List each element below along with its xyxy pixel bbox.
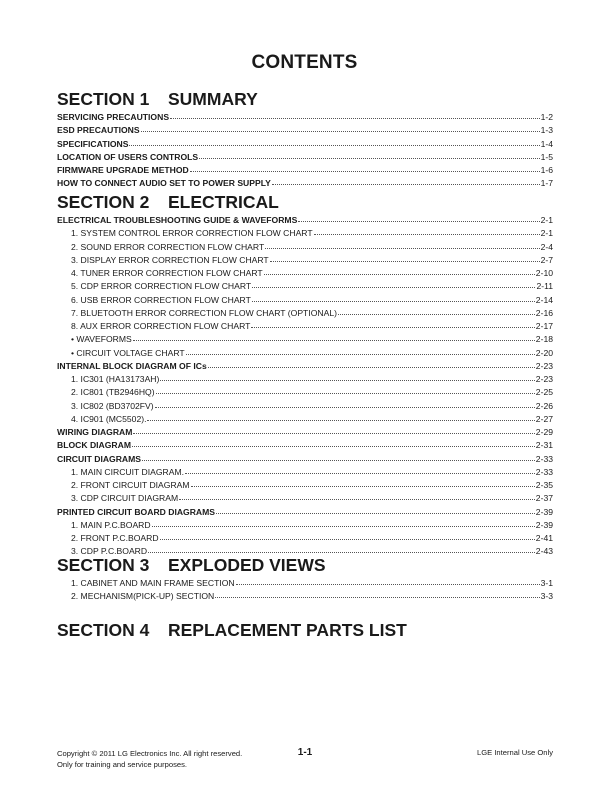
- toc-entry-label: SERVICING PRECAUTIONS: [57, 112, 170, 122]
- toc-entry: [57, 254, 553, 267]
- internal-use-label: LGE Internal Use Only: [477, 748, 553, 757]
- toc-entry-label: 2. IC801 (TB2946HQ): [71, 387, 155, 398]
- toc-entry-page: 2-7: [540, 254, 553, 265]
- section-name: ELECTRICAL: [168, 192, 279, 212]
- toc-entry-page: 2-41: [535, 533, 553, 543]
- toc-entry-label: • WAVEFORMS: [71, 334, 132, 345]
- dot-leader: [142, 452, 535, 461]
- dot-leader: [185, 465, 535, 474]
- toc-entry: [57, 400, 553, 413]
- section-heading: [57, 554, 553, 576]
- toc-entry: [57, 280, 553, 293]
- toc-entry-page: 2-43: [535, 546, 553, 557]
- section-name: REPLACEMENT PARTS LIST: [168, 620, 407, 640]
- toc-entry: [57, 426, 553, 439]
- toc-entry: [57, 214, 553, 227]
- toc-entry-label: 2. MECHANISM(PICK-UP) SECTION: [71, 591, 215, 602]
- toc-entry-label: 8. AUX ERROR CORRECTION FLOW CHART: [71, 321, 251, 331]
- toc-entry-label: • CIRCUIT VOLTAGE CHART: [71, 347, 185, 358]
- toc-entry-label: 3. IC802 (BD3702FV): [71, 400, 154, 411]
- toc-entry-label: FIRMWARE UPGRADE METHOD: [57, 165, 189, 175]
- toc-entry-page: 2-14: [535, 294, 553, 305]
- dot-leader: [270, 253, 540, 262]
- toc-entry-label: 4. TUNER ERROR CORRECTION FLOW CHART: [71, 268, 263, 278]
- toc-entry-page: 2-33: [535, 466, 553, 477]
- section-number: SECTION 2: [57, 192, 150, 212]
- toc-entry: [57, 241, 553, 254]
- toc-entry: [57, 151, 553, 164]
- section-heading: [57, 88, 553, 110]
- toc-entry-page: 3-3: [540, 591, 553, 602]
- toc-entry: [57, 267, 553, 280]
- toc-entry-page: 2-35: [535, 480, 553, 490]
- toc-entry-page: 2-10: [535, 268, 553, 278]
- toc-entry-label: 6. USB ERROR CORRECTION FLOW CHART: [71, 294, 251, 305]
- toc-entry-page: 1-6: [540, 165, 553, 175]
- toc-entry-page: 3-1: [540, 578, 553, 588]
- section-name: SUMMARY: [168, 89, 258, 109]
- dot-leader: [155, 399, 535, 408]
- toc-entry-label: 1. CABINET AND MAIN FRAME SECTION: [71, 578, 235, 588]
- toc-entry-label: ELECTRICAL TROUBLESHOOTING GUIDE & WAVEFORMS: [57, 215, 298, 225]
- toc-entry-label: 1. MAIN P.C.BOARD: [71, 519, 151, 530]
- page-title: CONTENTS: [251, 52, 358, 73]
- toc-entry: [57, 453, 553, 466]
- toc-entry: [57, 466, 553, 479]
- dot-leader: [186, 346, 535, 355]
- toc-entry: [57, 227, 553, 240]
- toc-entry: [57, 360, 553, 373]
- toc-entry: [57, 111, 553, 124]
- toc-entry-label: INTERNAL BLOCK DIAGRAM OF ICs: [57, 360, 207, 371]
- toc-entry-page: 2-11: [536, 281, 553, 292]
- toc-entry-label: 2. SOUND ERROR CORRECTION FLOW CHART: [71, 241, 265, 252]
- toc-entries: [57, 577, 553, 604]
- dot-leader: [190, 163, 540, 172]
- toc-entry: [57, 532, 553, 545]
- toc-entry-page: 2-1: [540, 228, 553, 239]
- toc-entry-page: 2-17: [535, 321, 553, 331]
- dot-leader: [314, 226, 540, 235]
- toc-entry: [57, 124, 553, 137]
- dot-leader: [133, 332, 535, 341]
- section-2: [57, 191, 553, 559]
- toc-entry-page: 2-1: [540, 215, 553, 225]
- dot-leader: [252, 279, 535, 288]
- toc-entry: [57, 590, 553, 603]
- section-number: SECTION 3: [57, 555, 150, 575]
- toc-entry-label: HOW TO CONNECT AUDIO SET TO POWER SUPPLY: [57, 178, 271, 189]
- toc-entry-label: CIRCUIT DIAGRAMS: [57, 453, 142, 464]
- section-4: [57, 619, 553, 641]
- dot-leader: [216, 505, 535, 514]
- toc-entry: [57, 138, 553, 151]
- toc-entry-label: 7. BLUETOOTH ERROR CORRECTION FLOW CHART (OPTIONAL): [71, 307, 337, 318]
- toc-entry: [57, 307, 553, 320]
- dot-leader: [133, 425, 534, 434]
- toc-entry: [57, 439, 553, 452]
- toc-entry-label: 4. IC901 (MC5502).: [71, 413, 147, 424]
- toc-entry-label: 1. SYSTEM CONTROL ERROR CORRECTION FLOW CHART: [71, 228, 313, 239]
- section-heading: [57, 191, 553, 213]
- toc-entry-label: LOCATION OF USERS CONTROLS: [57, 151, 199, 162]
- section-3: [57, 554, 553, 604]
- toc-entry-label: 2. FRONT CIRCUIT DIAGRAM: [71, 480, 190, 490]
- toc-entry: [57, 164, 553, 177]
- dot-leader: [338, 306, 535, 315]
- toc-entry-page: 1-3: [540, 125, 553, 136]
- toc-entry-label: 1. IC301 (HA13173AH): [71, 374, 160, 384]
- section-heading: [57, 619, 553, 641]
- toc-entry-page: 2-16: [535, 307, 553, 318]
- toc-entry: [57, 333, 553, 346]
- toc-entry-label: 2. FRONT P.C.BOARD: [71, 533, 159, 543]
- toc-entry-label: 5. CDP ERROR CORRECTION FLOW CHART: [71, 281, 252, 292]
- dot-leader: [160, 372, 534, 381]
- toc-entry: [57, 347, 553, 360]
- dot-leader: [298, 213, 539, 222]
- toc-entry-page: 2-27: [535, 413, 553, 424]
- toc-entry-page: 2-33: [535, 453, 553, 464]
- dot-leader: [141, 123, 540, 132]
- usage-line: Only for training and service purposes.: [57, 760, 188, 769]
- toc-entry-label: WIRING DIAGRAM: [57, 427, 133, 437]
- toc-entry-page: 2-4: [540, 241, 553, 252]
- toc-entry-label: BLOCK DIAGRAM: [57, 440, 131, 451]
- toc-entry-label: 1. MAIN CIRCUIT DIAGRAM.: [71, 466, 185, 477]
- section-1: [57, 88, 553, 191]
- toc-entry: [57, 492, 553, 505]
- toc-entry-page: 1-2: [540, 112, 553, 122]
- dot-leader: [170, 110, 540, 119]
- page-number: 1-1: [297, 747, 313, 758]
- toc-entry-label: SPECIFICATIONS: [57, 138, 129, 149]
- dot-leader: [191, 478, 535, 487]
- section-number: SECTION 4: [57, 620, 150, 640]
- toc-entries: [57, 214, 553, 559]
- dot-leader: [152, 518, 535, 527]
- dot-leader: [252, 293, 535, 302]
- toc-entry: [57, 506, 553, 519]
- toc-entry: [57, 479, 553, 492]
- toc-entry-page: 2-23: [535, 374, 553, 384]
- toc-entry: [57, 577, 553, 590]
- dot-leader: [179, 491, 535, 500]
- toc-entries: [57, 111, 553, 191]
- toc-entry-page: 2-31: [535, 440, 553, 451]
- toc-entry-label: ESD PRECAUTIONS: [57, 125, 140, 136]
- toc-entry: [57, 294, 553, 307]
- toc-entry-page: 2-18: [535, 334, 553, 345]
- dot-leader: [251, 319, 534, 328]
- toc-entry-label: 3. DISPLAY ERROR CORRECTION FLOW CHART: [71, 254, 269, 265]
- dot-leader: [199, 150, 539, 159]
- toc-entry-page: 1-4: [540, 138, 553, 149]
- dot-leader: [160, 531, 535, 540]
- dot-leader: [236, 576, 540, 585]
- toc-entry: [57, 177, 553, 190]
- toc-entry-label: 3. CDP P.C.BOARD: [71, 546, 148, 557]
- dot-leader: [215, 589, 539, 598]
- dot-leader: [147, 412, 534, 421]
- dot-leader: [272, 176, 540, 185]
- toc-entry-page: 2-29: [535, 427, 553, 437]
- toc-entry-page: 2-26: [535, 400, 553, 411]
- section-name: EXPLODED VIEWS: [168, 555, 326, 575]
- dot-leader: [264, 266, 535, 275]
- toc-entry: [57, 373, 553, 386]
- toc-entry-page: 2-25: [535, 387, 553, 398]
- toc-entry: [57, 386, 553, 399]
- dot-leader: [156, 385, 535, 394]
- dot-leader: [148, 544, 535, 553]
- copyright-line: Copyright © 2011 LG Electronics Inc. All right reserved.: [57, 749, 243, 758]
- toc-entry: [57, 413, 553, 426]
- toc-entry-page: 2-23: [535, 360, 553, 371]
- dot-leader: [208, 359, 535, 368]
- toc-entry: [57, 519, 553, 532]
- dot-leader: [129, 137, 539, 146]
- toc-entry-label: PRINTED CIRCUIT BOARD DIAGRAMS: [57, 506, 216, 517]
- toc-entry-page: 1-5: [540, 151, 553, 162]
- toc-entry-page: 1-7: [540, 178, 553, 189]
- toc-entry-page: 2-39: [535, 519, 553, 530]
- dot-leader: [265, 240, 539, 249]
- toc-entry-page: 2-20: [535, 347, 553, 358]
- dot-leader: [132, 438, 535, 447]
- toc-entry-page: 2-39: [535, 506, 553, 517]
- toc-entry-page: 2-37: [535, 493, 553, 504]
- toc-entry-label: 3. CDP CIRCUIT DIAGRAM: [71, 493, 179, 504]
- section-number: SECTION 1: [57, 89, 150, 109]
- toc-entry: [57, 320, 553, 333]
